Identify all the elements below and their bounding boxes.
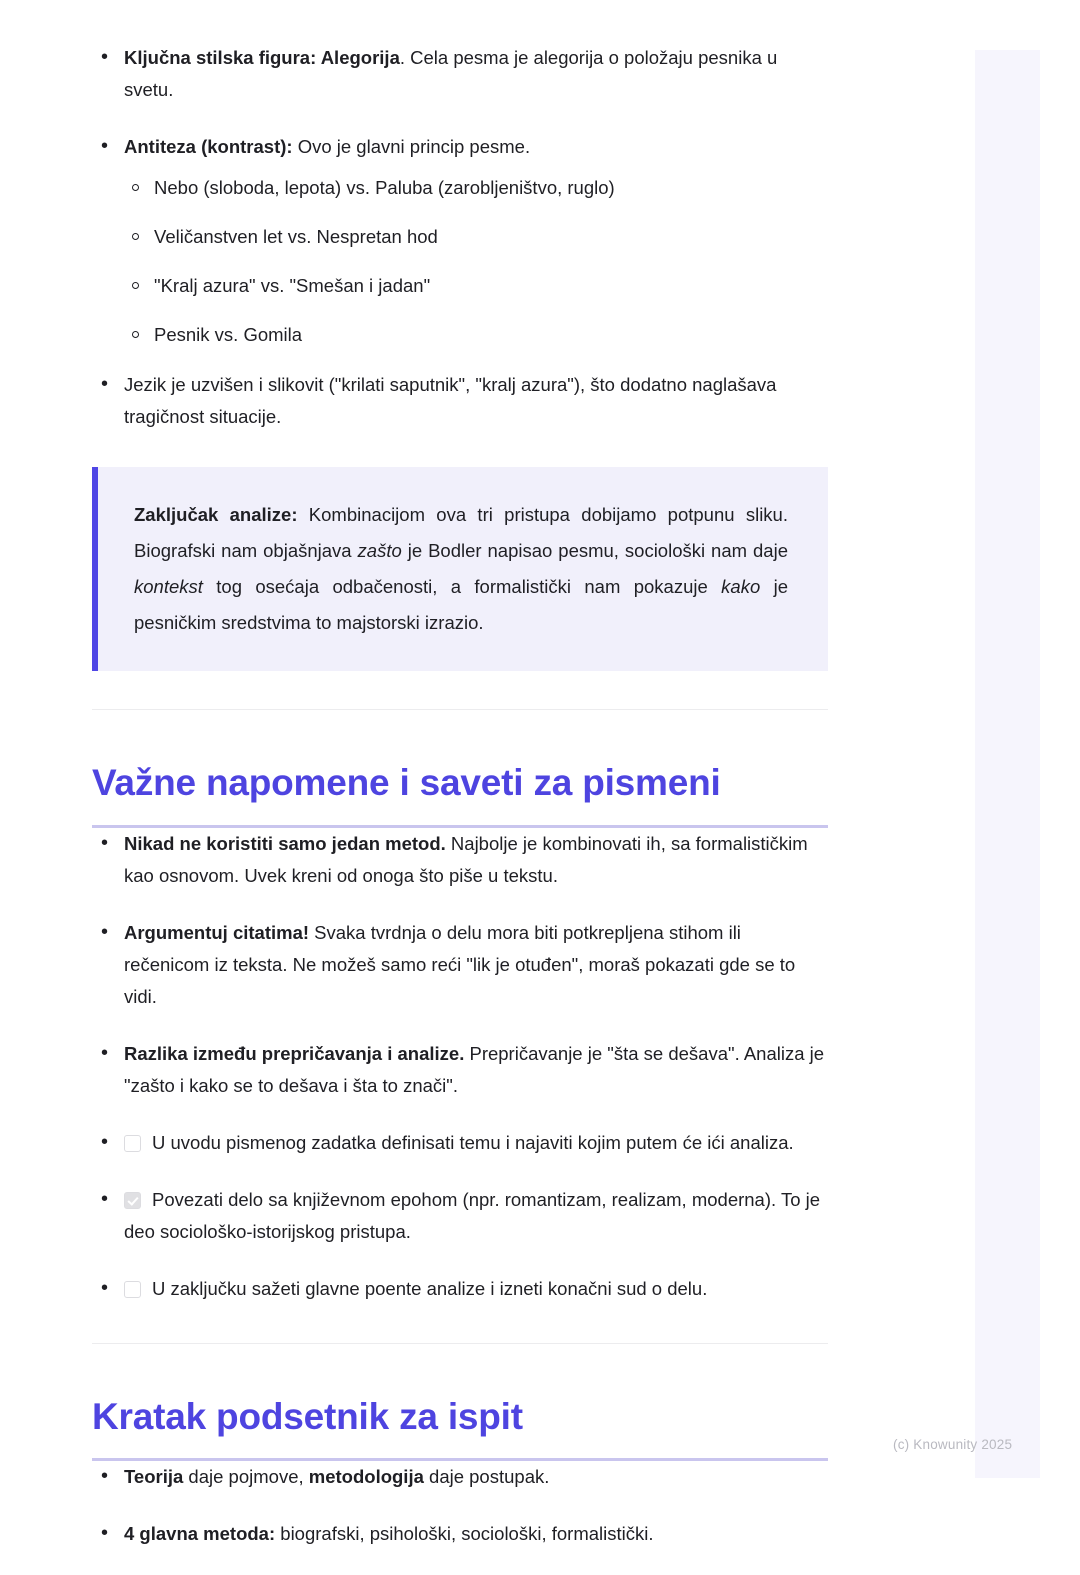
right-side-panel — [975, 50, 1040, 1478]
list-item-text: Ovo je glavni princip pesme. — [292, 136, 531, 157]
list-item-text: daje pojmove, — [183, 1466, 309, 1488]
section-divider — [92, 709, 828, 710]
analysis-bullet-list — [92, 42, 828, 433]
sub-list-item — [124, 271, 828, 301]
checkbox-checked-icon[interactable] — [124, 1192, 141, 1209]
conclusion-callout — [92, 467, 828, 671]
list-item-text: Jezik je uzvišen i slikovit ("krilati saputnik", "kralj azura"), što dodatno naglašava tragičnost situacije. — [124, 374, 777, 427]
list-item — [92, 1461, 828, 1493]
list-item-lead: Razlika između prepričavanja i analize. — [124, 1042, 465, 1064]
list-item-text-2: daje postupak. — [423, 1466, 550, 1488]
list-item-text: Najbolje je kombinovati ih, sa formalističkim kao osnovom. Uvek kreni od onoga što piše u tekstu. — [124, 832, 808, 886]
section-title-recap: Kratak podsetnik za ispit — [92, 1395, 523, 1437]
callout-part-2: je Bodler napisao pesmu, sociološki nam daje — [401, 540, 788, 561]
list-item — [92, 1038, 828, 1102]
callout-part-3: tog osećaja odbačenosti, a formalistički nam pokazuje — [202, 576, 722, 597]
sub-list-item-label: Nebo (sloboda, lepota) vs. Paluba (zarobljeništvo, ruglo) — [154, 177, 615, 198]
recap-bullet-list — [92, 1461, 828, 1550]
checklist-item-label: U zaključku sažeti glavne poente analize i izneti konačni sud o delu. — [152, 1277, 708, 1299]
checkbox-icon[interactable] — [124, 1135, 141, 1152]
list-item-text: . Cela pesma je alegorija o položaju pesnika u svetu. — [124, 47, 778, 100]
tips-bullet-list — [92, 828, 828, 1305]
list-item-lead: Teorija — [124, 1466, 184, 1488]
callout-emphasis-3: kako — [721, 576, 761, 597]
checklist-item[interactable] — [92, 1273, 828, 1305]
checklist-item-label: Povezati delo sa književnom epohom (npr. romantizam, realizam, moderna). To je deo sociološko-istorijskog pristupa. — [124, 1188, 821, 1242]
list-item — [92, 131, 828, 350]
list-item — [92, 917, 828, 1013]
list-item-lead-2: metodologija — [308, 1466, 424, 1488]
sub-list-item-label: Pesnik vs. Gomila — [154, 324, 303, 345]
list-item-text: Svaka tvrdnja o delu mora biti potkrepljena stihom ili rečenicom iz teksta. Ne možeš samo reći "lik je otuđen", moraš pokazati gde se to vidi. — [124, 921, 796, 1007]
list-item-lead: Ključna stilska figura: Alegorija — [124, 47, 400, 68]
watermark: (c) Knowunity 2025 — [893, 1437, 1013, 1452]
list-item — [92, 369, 828, 433]
list-item-lead: 4 glavna metoda: — [124, 1523, 276, 1545]
list-item-lead: Nikad ne koristiti samo jedan metod. — [124, 832, 446, 854]
section-divider — [92, 1343, 828, 1344]
list-item — [92, 42, 828, 106]
list-item-text: biografski, psihološki, sociološki, formalistički. — [275, 1523, 654, 1545]
callout-lead: Zaključak analize: — [134, 504, 298, 525]
section-title-tips: Važne napomene i saveti za pismeni — [92, 762, 721, 803]
callout-part-1: Kombinacijom ova tri pristupa dobijamo potpunu sliku. Biografski nam objašnjava — [134, 504, 788, 561]
checklist-item[interactable] — [92, 1127, 828, 1159]
sub-list-item — [124, 320, 828, 350]
sub-list-item-label: Veličanstven let vs. Nespretan hod — [154, 226, 438, 247]
list-item-lead: Argumentuj citatima! — [124, 921, 310, 943]
checklist-item-label: U uvodu pismenog zadatka definisati temu i najaviti kojim putem će ići analiza. — [152, 1131, 794, 1153]
list-item — [92, 1518, 828, 1550]
sub-list-item-label: "Kralj azura" vs. "Smešan i jadan" — [154, 275, 431, 296]
antithesis-sublist — [124, 173, 828, 350]
callout-part-4: je pesničkim sredstvima to majstorski izrazio. — [134, 576, 788, 633]
callout-emphasis-2: kontekst — [134, 576, 203, 597]
list-item — [92, 828, 828, 892]
sub-list-item — [124, 222, 828, 252]
checkbox-icon[interactable] — [124, 1281, 141, 1298]
sub-list-item — [124, 173, 828, 203]
checklist-item[interactable] — [92, 1184, 828, 1248]
callout-emphasis-1: zašto — [357, 540, 402, 561]
list-item-text: Prepričavanje je "šta se dešava". Analiza je "zašto i kako se to dešava i šta to znači". — [124, 1042, 825, 1096]
list-item-lead: Antiteza (kontrast): — [124, 136, 293, 157]
